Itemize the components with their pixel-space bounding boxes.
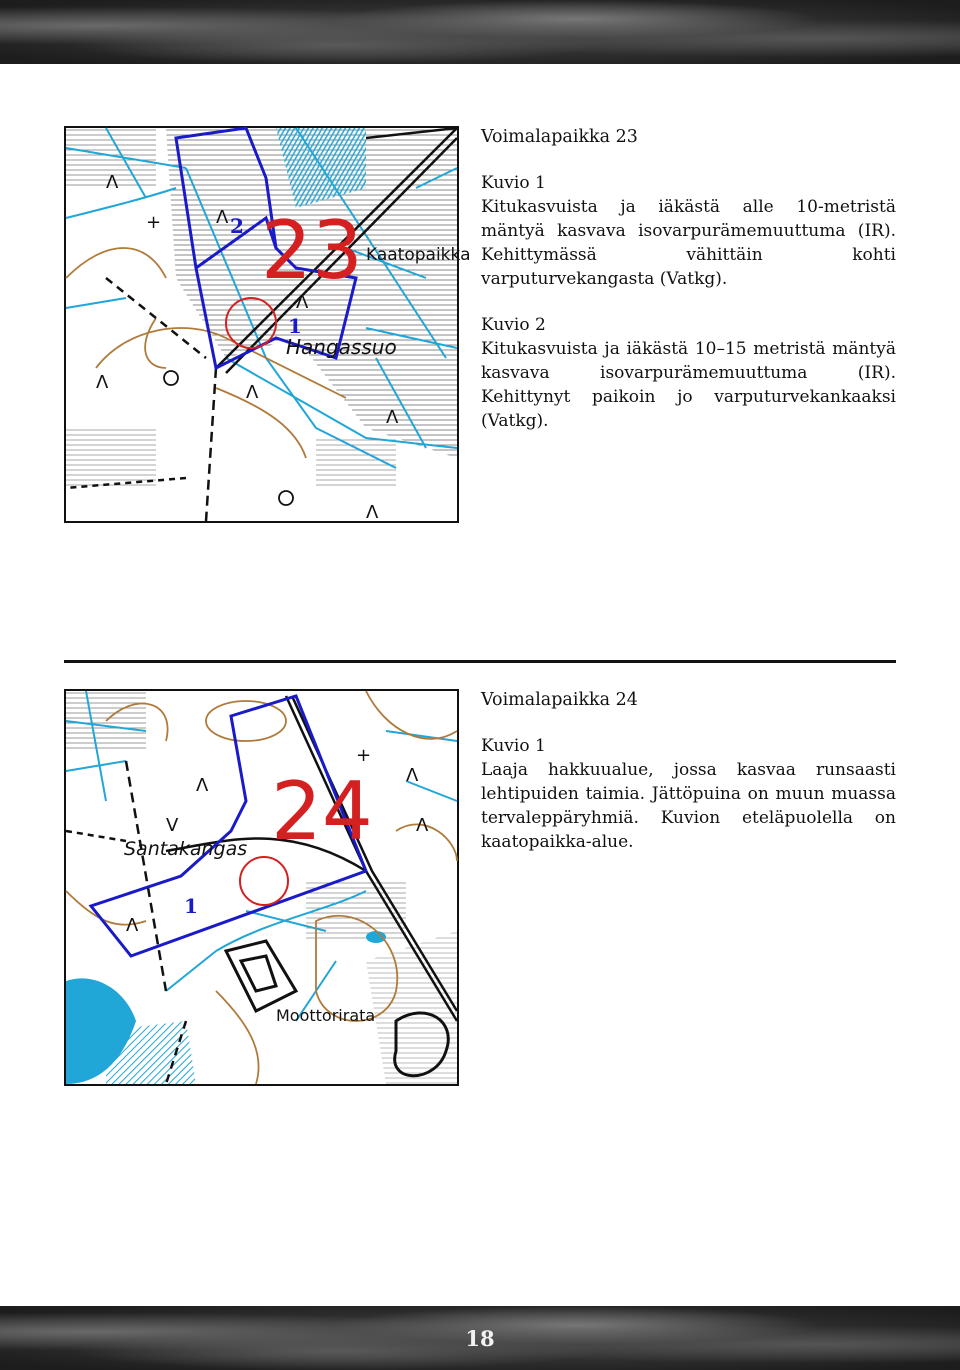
parcel-label-1: 1 <box>184 894 198 918</box>
svg-text:Λ: Λ <box>196 775 209 796</box>
map-label-kaatopaikka: Kaatopaikka <box>366 245 471 265</box>
top-banner <box>0 0 960 64</box>
svg-text:Λ: Λ <box>386 407 399 428</box>
site-number-label: 23 <box>261 204 363 297</box>
map-label-hangassuo: Hangassuo <box>286 335 397 359</box>
svg-text:+: + <box>146 212 162 233</box>
svg-text:Λ: Λ <box>416 815 429 836</box>
site-24-kuvio-1-heading: Kuvio 1 <box>481 736 546 756</box>
site-23-description <box>481 125 896 455</box>
parcel-label-1: 1 <box>288 314 302 338</box>
site-24-title: Voimalapaikka 24 <box>481 690 638 710</box>
section-divider <box>64 660 896 663</box>
site-24-description <box>481 688 896 876</box>
map-site-24 <box>64 689 459 1086</box>
site-23-title: Voimalapaikka 23 <box>481 127 638 147</box>
svg-text:Λ: Λ <box>246 382 259 403</box>
svg-text:+: + <box>356 745 372 766</box>
svg-text:Λ: Λ <box>106 172 119 193</box>
parcel-label-2: 2 <box>230 214 244 238</box>
svg-text:Λ: Λ <box>406 765 419 786</box>
site-24-kuvio-1-text: Laaja hakkuualue, jossa kasvaa runsaasti lehtipuiden taimia. Jättöpuina on muun muassa tervaleppäryhmiä. Kuvion eteläpuolella on kaatopaikka-alue. <box>481 760 896 852</box>
svg-text:Λ: Λ <box>96 372 109 393</box>
map-label-santakangas: Santakangas <box>124 838 248 860</box>
map-label-moottorirata: Moottorirata <box>276 1006 376 1025</box>
site-23-kuvio-1-heading: Kuvio 1 <box>481 173 546 193</box>
svg-text:Λ: Λ <box>216 207 229 228</box>
site-23-kuvio-2-heading: Kuvio 2 <box>481 315 546 335</box>
map-site-23 <box>64 126 471 523</box>
site-23-kuvio-1-text: Kitukasvuista ja iäkästä alle 10-metristä mäntyä kasvava isovarpurämemuuttuma (IR). Kehittymässä vähittäin kohti varputurvekangasta (Vatkg). <box>481 197 896 289</box>
site-number-label: 24 <box>271 765 373 858</box>
svg-text:Λ: Λ <box>366 502 379 523</box>
page-number: 18 <box>465 1326 495 1351</box>
svg-text:Λ: Λ <box>126 915 139 936</box>
svg-text:Λ: Λ <box>296 292 309 313</box>
site-23-kuvio-2-text: Kitukasvuista ja iäkästä 10–15 metristä mäntyä kasvava isovarpurämemuuttuma (IR). Kehittynyt paikoin jo varputurvekankaaksi (Vatkg). <box>481 339 896 431</box>
svg-text:V: V <box>166 815 179 836</box>
